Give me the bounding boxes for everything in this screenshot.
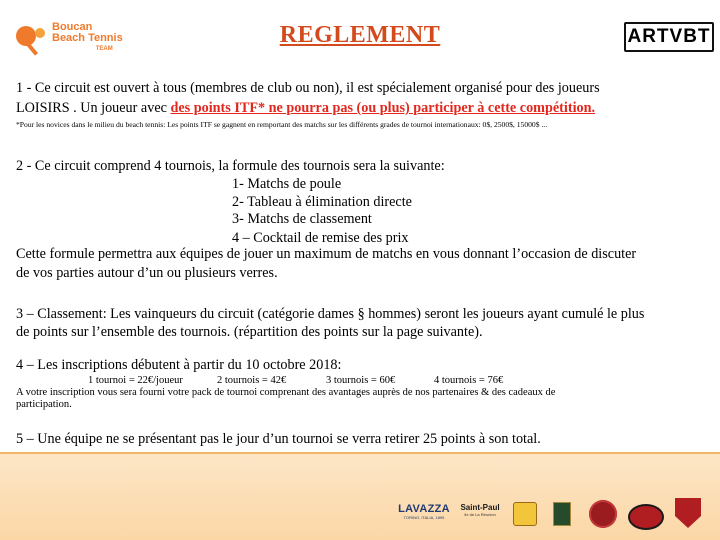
- section-1-line-1: 1 - Ce circuit est ouvert à tous (membres de club ou non), il est spécialement organisé pour des joueurs: [16, 80, 600, 96]
- fee-item: 1 tournoi = 22€/joueur: [88, 375, 183, 386]
- partner-badge-green-logo: [553, 502, 571, 526]
- section-4-line-1: A votre inscription vous sera fourni votre pack de tournoi comprenant des avantages auprès de nos partenaires & des cadeaux de: [16, 387, 556, 398]
- partner-badge-gold-logo: [513, 502, 537, 526]
- lavazza-logo: [396, 503, 452, 520]
- footer-band: [0, 452, 720, 540]
- logo-line-3: TEAM: [95, 46, 113, 52]
- format-item: 3- Matchs de classement: [232, 211, 372, 227]
- section-3-line-2: de points sur l’ensemble des tournois. (répartition des points sur la page suivante).: [16, 324, 483, 340]
- lavazza-subtext: TORINO, ITALIA, 1895: [403, 515, 445, 520]
- partner-seal-logo: [589, 500, 617, 528]
- section-5: 5 – Une équipe ne se présentant pas le jour d’un tournoi se verra retirer 25 points à son total.: [16, 431, 541, 447]
- format-item: 1- Matchs de poule: [232, 176, 342, 192]
- fee-item: 2 tournois = 42€: [217, 375, 287, 386]
- format-item: 2- Tableau à élimination directe: [232, 194, 412, 210]
- saint-paul-text: Saint-Paul: [460, 503, 500, 512]
- section-4-line-2: participation.: [16, 399, 72, 410]
- artvbt-logo-text: ARTVBT: [627, 26, 711, 47]
- section-2-intro: 2 - Ce circuit comprend 4 tournois, la formule des tournois sera la suivante:: [16, 158, 445, 174]
- section-1-prefix: LOISIRS . Un joueur avec: [16, 100, 171, 116]
- section-2-outro-1: Cette formule permettra aux équipes de jouer un maximum de matchs en vous donnant l’occasion de discuter: [16, 246, 637, 262]
- partner-red-oval-logo: [628, 504, 664, 530]
- section-4-intro: 4 – Les inscriptions débutent à partir du 10 octobre 2018:: [16, 357, 342, 373]
- fee-item: 3 tournois = 60€: [326, 375, 396, 386]
- artvbt-logo: [624, 22, 714, 52]
- itf-restriction-text: des points ITF* ne pourra pas (ou plus) participer à cette compétition.: [170, 100, 596, 116]
- lavazza-text: LAVAZZA: [398, 503, 450, 515]
- fee-item: 4 tournois = 76€: [434, 375, 504, 386]
- itf-footnote: *Pour les novices dans le milieu du beach tennis: Les points ITF se gagnent en remportant des matchs sur les différents grades de tournoi internationaux: 0$, 2500$, 15000$ ...: [16, 120, 548, 129]
- footer-divider: [0, 452, 720, 454]
- saint-paul-logo: [456, 503, 504, 517]
- section-1-line-2: [16, 99, 706, 118]
- page-title: REGLEMENT: [279, 22, 441, 48]
- logo-line-2: Beach Tennis: [52, 32, 123, 44]
- section-2-outro-2: de vos parties autour d’un ou plusieurs verres.: [16, 265, 278, 281]
- saint-paul-subtext: Ile de La Réunion: [464, 512, 496, 517]
- format-item: 4 – Cocktail de remise des prix: [232, 230, 409, 246]
- section-3-line-1: 3 – Classement: Les vainqueurs du circuit (catégorie dames § hommes) seront les joueurs ayant cumulé le plus: [16, 306, 645, 322]
- logo-line-1: Boucan: [52, 21, 93, 33]
